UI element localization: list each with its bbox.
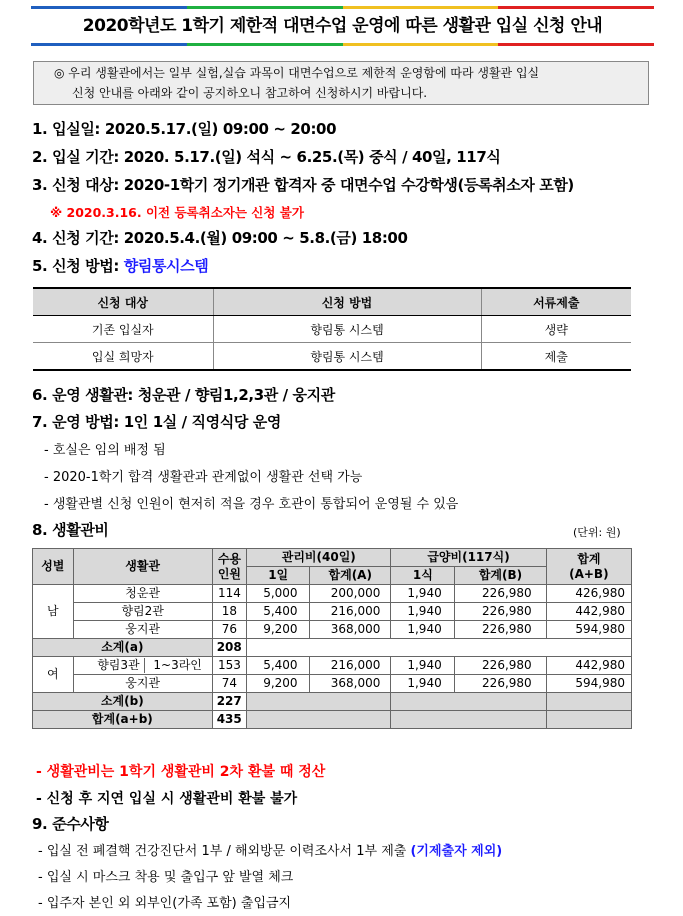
cell-target: 기존 입실자 — [33, 316, 213, 343]
subtotal-b-label: 소계(b) — [33, 693, 213, 711]
unit-label: (단위: 원) — [573, 526, 621, 539]
cell-hall: 향림2관 — [73, 603, 212, 621]
rule-green-bottom — [187, 43, 343, 46]
h-gender: 성별 — [33, 549, 74, 585]
item-9-bullet-3: - 입주자 본인 외 외부인(가족 포함) 출입금지 — [38, 896, 292, 911]
title-top-rule — [31, 6, 654, 9]
cell-documents: 생략 — [481, 316, 631, 343]
item-4-apply-period: 4. 신청 기간: 2020.5.4.(월) 09:00 ~ 5.8.(금) 18:00 — [32, 229, 408, 247]
item-9-bullet-1 — [38, 840, 502, 859]
cell-capacity: 114 — [212, 585, 247, 603]
cell-hall: 청운관 — [73, 585, 212, 603]
table-row — [33, 657, 632, 675]
fee-header-row-1 — [33, 549, 632, 567]
title-banner — [31, 6, 654, 46]
subtotal-a-row — [33, 639, 632, 657]
method-table — [33, 287, 631, 371]
cell-method: 향림통 시스템 — [213, 316, 481, 343]
h-sum-a: 합계(A) — [310, 567, 391, 585]
item-8-fees: 8. 생활관비 — [32, 521, 109, 539]
subtotal-a-value: 208 — [212, 639, 247, 657]
subtotal-b-blank-1 — [247, 693, 391, 711]
cell-sum-a: 216,000 — [310, 603, 391, 621]
h-sum-b: 합계(B) — [455, 567, 546, 585]
grand-total-blank-1 — [247, 711, 391, 729]
item-9-bullet-2: - 입실 시 마스크 착용 및 출입구 앞 발열 체크 — [38, 870, 294, 885]
item-7-operation: 7. 운영 방법: 1인 1실 / 직영식당 운영 — [32, 413, 281, 431]
h-total: 합계 (A+B) — [546, 549, 631, 585]
h-day: 1일 — [247, 567, 310, 585]
table-row — [33, 585, 632, 603]
cell-sum-b: 226,980 — [455, 585, 546, 603]
item-6-halls: 6. 운영 생활관: 청운관 / 향림1,2,3관 / 웅지관 — [32, 386, 335, 404]
gender-female: 여 — [33, 657, 74, 693]
subtotal-b-blank-2 — [391, 693, 546, 711]
notice-line-1: ◎ 우리 생활관에서는 일부 실험,실습 과목이 대면수업으로 제한적 운영함에 따라 생활관 입실 — [54, 66, 540, 80]
cell-sum-b: 226,980 — [455, 657, 546, 675]
item-1-move-in-date: 1. 입실일: 2020.5.17.(일) 09:00 ~ 20:00 — [32, 120, 337, 138]
cell-sum-b: 226,980 — [455, 603, 546, 621]
cell-total: 594,980 — [546, 675, 631, 693]
h-capacity: 수용 인원 — [212, 549, 247, 585]
item-9-rules: 9. 준수사항 — [32, 815, 109, 833]
subtotal-a-blank — [247, 639, 632, 657]
cell-hall-line: 1~3라인 — [153, 658, 202, 672]
cell-capacity: 18 — [212, 603, 247, 621]
col-documents: 서류제출 — [481, 288, 631, 316]
rule-yellow-bottom — [343, 43, 499, 46]
cell-sum-a: 368,000 — [310, 675, 391, 693]
fee-table — [32, 548, 632, 729]
rule-blue — [31, 6, 187, 9]
gender-male: 남 — [33, 585, 74, 639]
item-7-bullet-2: - 2020-1학기 합격 생활관과 관계없이 생활관 선택 가능 — [44, 470, 363, 485]
h-management: 관리비(40일) — [247, 549, 391, 567]
subtotal-b-value: 227 — [212, 693, 247, 711]
cell-meal: 1,940 — [391, 657, 455, 675]
cell-total: 442,980 — [546, 603, 631, 621]
rule-red-bottom — [498, 43, 654, 46]
table-row — [33, 621, 632, 639]
cell-sum-a: 368,000 — [310, 621, 391, 639]
grand-total-blank-2 — [391, 711, 546, 729]
cell-capacity: 74 — [212, 675, 247, 693]
cell-sum-b: 226,980 — [455, 675, 546, 693]
table-row — [33, 343, 631, 371]
item-5-method — [32, 255, 208, 276]
cell-hall — [73, 657, 212, 675]
subtotal-b-row — [33, 693, 632, 711]
cell-documents: 제출 — [481, 343, 631, 371]
item-5-label: 5. 신청 방법: — [32, 257, 124, 275]
cell-total: 594,980 — [546, 621, 631, 639]
cell-hall-name: 향림3관 — [75, 658, 145, 673]
rule-red — [498, 6, 654, 9]
cell-total: 426,980 — [546, 585, 631, 603]
notice-line-2: 신청 안내를 아래와 같이 공지하오니 참고하여 신청하시기 바랍니다. — [72, 86, 428, 100]
notice-box — [33, 61, 649, 105]
item-2-period: 2. 입실 기간: 2020. 5.17.(일) 석식 ~ 6.25.(목) 중식 / 40일, 117식 — [32, 148, 501, 166]
item-5-system-link: 향림통시스템 — [123, 257, 209, 275]
subtotal-a-label: 소계(a) — [33, 639, 213, 657]
col-target: 신청 대상 — [33, 288, 213, 316]
rule-green — [187, 6, 343, 9]
cell-hall: 웅지관 — [73, 621, 212, 639]
item-7-bullet-3: - 생활관별 신청 인원이 현저히 적을 경우 호관이 통합되어 운영될 수 있음 — [44, 497, 459, 512]
item-3-eligibility: 3. 신청 대상: 2020-1학기 정기개관 합격자 중 대면수업 수강학생(등록취소자 포함) — [32, 176, 574, 194]
fee-note-no-refund: - 신청 후 지연 입실 시 생활관비 환불 불가 — [36, 791, 298, 807]
method-table-header — [33, 288, 631, 316]
table-row — [33, 316, 631, 343]
cell-day: 9,200 — [247, 621, 310, 639]
item-9-bullet-1-text: - 입실 전 폐결핵 건강진단서 1부 / 해외방문 이력조사서 1부 제출 — [38, 844, 411, 859]
cell-meal: 1,940 — [391, 603, 455, 621]
cell-day: 5,400 — [247, 657, 310, 675]
item-7-bullet-1: - 호실은 임의 배정 됨 — [44, 443, 166, 458]
cell-capacity: 76 — [212, 621, 247, 639]
page-title: 2020학년도 1학기 제한적 대면수업 운영에 따른 생활관 입실 신청 안내 — [82, 16, 603, 36]
grand-total-blank-3 — [546, 711, 631, 729]
cell-day: 9,200 — [247, 675, 310, 693]
item-9-bullet-1-exception: (기제출자 제외) — [410, 844, 503, 859]
fee-note-settlement: - 생활관비는 1학기 생활관비 2차 환불 때 정산 — [36, 764, 326, 780]
cell-meal: 1,940 — [391, 621, 455, 639]
cell-day: 5,000 — [247, 585, 310, 603]
cell-method: 향림통 시스템 — [213, 343, 481, 371]
h-per-meal: 1식 — [391, 567, 455, 585]
grand-total-row — [33, 711, 632, 729]
cell-target: 입실 희망자 — [33, 343, 213, 371]
h-hall: 생활관 — [73, 549, 212, 585]
cell-meal: 1,940 — [391, 585, 455, 603]
cell-sum-a: 216,000 — [310, 657, 391, 675]
cell-sum-a: 200,000 — [310, 585, 391, 603]
col-method: 신청 방법 — [213, 288, 481, 316]
cell-sum-b: 226,980 — [455, 621, 546, 639]
subtotal-b-blank-3 — [546, 693, 631, 711]
cell-capacity: 153 — [212, 657, 247, 675]
table-row — [33, 603, 632, 621]
cell-hall: 웅지관 — [73, 675, 212, 693]
rule-yellow — [343, 6, 499, 9]
cell-day: 5,400 — [247, 603, 310, 621]
cell-meal: 1,940 — [391, 675, 455, 693]
item-3-warning: ※ 2020.3.16. 이전 등록취소자는 신청 불가 — [50, 205, 304, 220]
rule-blue-bottom — [31, 43, 187, 46]
h-meal: 급양비(117식) — [391, 549, 546, 567]
table-row — [33, 675, 632, 693]
grand-total-value: 435 — [212, 711, 247, 729]
cell-total: 442,980 — [546, 657, 631, 675]
grand-total-label: 합계(a+b) — [33, 711, 213, 729]
title-bottom-rule — [31, 43, 654, 46]
